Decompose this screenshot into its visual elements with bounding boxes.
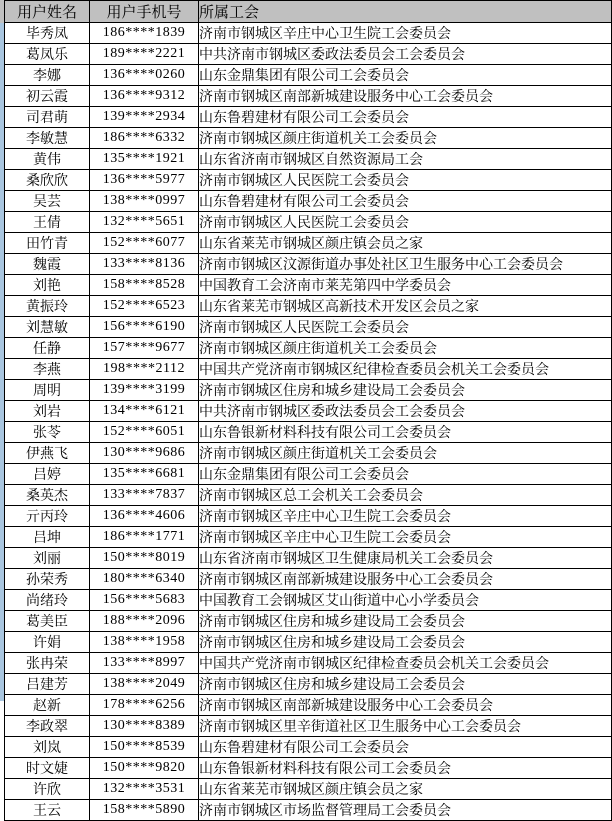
cell-user-phone[interactable]: 133****7837 xyxy=(90,485,199,506)
cell-union[interactable]: 山东省莱芜市钢城区颜庄镇会员之家 xyxy=(199,779,612,800)
table-row xyxy=(5,23,612,44)
table-row xyxy=(5,296,612,317)
cell-union[interactable]: 济南市钢城区里辛街道社区卫生服务中心工会委员会 xyxy=(199,716,612,737)
cell-user-phone[interactable]: 156****6190 xyxy=(90,317,199,338)
table-row xyxy=(5,107,612,128)
cell-union[interactable]: 济南市钢城区人民医院工会委员会 xyxy=(199,317,612,338)
cell-union[interactable]: 中国教育工会钢城区艾山街道中心小学委员会 xyxy=(199,590,612,611)
cell-union[interactable]: 济南市钢城区辛庄中心卫生院工会委员会 xyxy=(199,23,612,44)
cell-user-name[interactable]: 李敏慧 xyxy=(5,128,90,149)
cell-union[interactable]: 济南市钢城区住房和城乡建设局工会委员会 xyxy=(199,380,612,401)
cell-user-phone[interactable]: 139****3199 xyxy=(90,380,199,401)
column-header-union[interactable]: 所属工会 xyxy=(199,1,612,23)
cell-union[interactable]: 中国教育工会济南市莱芜第四中学委员会 xyxy=(199,275,612,296)
cell-user-name[interactable]: 吕坤 xyxy=(5,527,90,548)
cell-user-phone[interactable]: 136****5977 xyxy=(90,170,199,191)
cell-union[interactable]: 济南市钢城区辛庄中心卫生院工会委员会 xyxy=(199,527,612,548)
cell-user-name[interactable]: 魏霞 xyxy=(5,254,90,275)
table-row xyxy=(5,170,612,191)
cell-user-name[interactable]: 亓丙玲 xyxy=(5,506,90,527)
cell-union[interactable]: 济南市钢城区市场监督管理局工会委员会 xyxy=(199,800,612,821)
cell-user-phone[interactable]: 134****6121 xyxy=(90,401,199,422)
cell-user-name[interactable]: 王倩 xyxy=(5,212,90,233)
cell-user-name[interactable]: 刘慧敏 xyxy=(5,317,90,338)
cell-user-name[interactable]: 司君萌 xyxy=(5,107,90,128)
cell-user-phone[interactable]: 186****1839 xyxy=(90,23,199,44)
cell-user-name[interactable]: 孙荣秀 xyxy=(5,569,90,590)
table-row xyxy=(5,800,612,821)
cell-user-phone[interactable]: 150****9820 xyxy=(90,758,199,779)
cell-user-name[interactable]: 葛美臣 xyxy=(5,611,90,632)
cell-union[interactable]: 山东鲁碧建材有限公司工会委员会 xyxy=(199,107,612,128)
cell-union[interactable]: 山东鲁碧建材有限公司工会委员会 xyxy=(199,191,612,212)
cell-user-name[interactable]: 周明 xyxy=(5,380,90,401)
cell-user-name[interactable]: 初云霞 xyxy=(5,86,90,107)
table-row xyxy=(5,716,612,737)
table-row xyxy=(5,359,612,380)
cell-user-name[interactable]: 葛凤乐 xyxy=(5,44,90,65)
cell-user-phone[interactable]: 178****6256 xyxy=(90,695,199,716)
table-row xyxy=(5,779,612,800)
cell-user-name[interactable]: 桑欣欣 xyxy=(5,170,90,191)
cell-union[interactable]: 济南市钢城区人民医院工会委员会 xyxy=(199,170,612,191)
cell-user-phone[interactable]: 132****5651 xyxy=(90,212,199,233)
cell-union[interactable]: 山东鲁银新材料科技有限公司工会委员会 xyxy=(199,758,612,779)
table-row xyxy=(5,149,612,170)
cell-user-phone[interactable]: 198****2112 xyxy=(90,359,199,380)
cell-user-phone[interactable]: 152****6523 xyxy=(90,296,199,317)
cell-user-name[interactable]: 张冉荣 xyxy=(5,653,90,674)
cell-user-phone[interactable]: 136****9312 xyxy=(90,86,199,107)
cell-user-name[interactable]: 刘丽 xyxy=(5,548,90,569)
cell-user-name[interactable]: 桑英杰 xyxy=(5,485,90,506)
cell-union[interactable]: 济南市钢城区总工会机关工会委员会 xyxy=(199,485,612,506)
cell-user-phone[interactable]: 135****1921 xyxy=(90,149,199,170)
cell-union[interactable]: 山东省莱芜市钢城区颜庄镇会员之家 xyxy=(199,233,612,254)
cell-user-phone[interactable]: 156****5683 xyxy=(90,590,199,611)
cell-user-name[interactable]: 李政翠 xyxy=(5,716,90,737)
cell-user-name[interactable]: 张苓 xyxy=(5,422,90,443)
column-header-user-name[interactable]: 用户姓名 xyxy=(5,1,90,23)
table-row xyxy=(5,422,612,443)
cell-user-phone[interactable]: 186****1771 xyxy=(90,527,199,548)
cell-user-phone[interactable]: 189****2221 xyxy=(90,44,199,65)
table-row xyxy=(5,611,612,632)
cell-user-phone[interactable]: 188****2096 xyxy=(90,611,199,632)
cell-user-phone[interactable]: 133****8997 xyxy=(90,653,199,674)
table-row xyxy=(5,44,612,65)
cell-user-name[interactable]: 许娟 xyxy=(5,632,90,653)
cell-union[interactable]: 中共济南市钢城区委政法委员会工会委员会 xyxy=(199,44,612,65)
cell-union[interactable]: 山东省莱芜市钢城区高新技术开发区会员之家 xyxy=(199,296,612,317)
cell-user-phone[interactable]: 157****9677 xyxy=(90,338,199,359)
cell-user-phone[interactable]: 180****6340 xyxy=(90,569,199,590)
table-row xyxy=(5,653,612,674)
cell-union[interactable]: 山东鲁碧建材有限公司工会委员会 xyxy=(199,737,612,758)
table-row xyxy=(5,317,612,338)
cell-union[interactable]: 济南市钢城区辛庄中心卫生院工会委员会 xyxy=(199,506,612,527)
cell-user-phone[interactable]: 132****3531 xyxy=(90,779,199,800)
cell-union[interactable]: 济南市钢城区颜庄街道机关工会委员会 xyxy=(199,338,612,359)
cell-user-name[interactable]: 赵新 xyxy=(5,695,90,716)
table-row xyxy=(5,674,612,695)
table-row xyxy=(5,632,612,653)
table-row xyxy=(5,695,612,716)
cell-user-phone[interactable]: 133****8136 xyxy=(90,254,199,275)
table-row xyxy=(5,464,612,485)
table-row xyxy=(5,338,612,359)
table-row xyxy=(5,548,612,569)
cell-user-name[interactable]: 李娜 xyxy=(5,65,90,86)
cell-user-phone[interactable]: 186****6332 xyxy=(90,128,199,149)
cell-user-phone[interactable]: 138****2049 xyxy=(90,674,199,695)
cell-union[interactable]: 济南市钢城区颜庄街道机关工会委员会 xyxy=(199,443,612,464)
cell-user-name[interactable]: 黄伟 xyxy=(5,149,90,170)
cell-union[interactable]: 济南市钢城区颜庄街道机关工会委员会 xyxy=(199,128,612,149)
table-row xyxy=(5,254,612,275)
cell-user-name[interactable]: 许欣 xyxy=(5,779,90,800)
cell-user-name[interactable]: 刘岩 xyxy=(5,401,90,422)
cell-user-name[interactable]: 李燕 xyxy=(5,359,90,380)
cell-union[interactable]: 济南市钢城区南部新城建设服务中心工会委员会 xyxy=(199,86,612,107)
cell-union[interactable]: 济南市钢城区汶源街道办事处社区卫生服务中心工会委员会 xyxy=(199,254,612,275)
table-row xyxy=(5,233,612,254)
table-row xyxy=(5,737,612,758)
table-body xyxy=(5,23,612,821)
cell-union[interactable]: 山东金鼎集团有限公司工会委员会 xyxy=(199,65,612,86)
cell-user-phone[interactable]: 158****8528 xyxy=(90,275,199,296)
table-row xyxy=(5,569,612,590)
cell-user-name[interactable]: 尚绪玲 xyxy=(5,590,90,611)
cell-user-name[interactable]: 伊燕飞 xyxy=(5,443,90,464)
table-row xyxy=(5,380,612,401)
cell-user-phone[interactable]: 158****5890 xyxy=(90,800,199,821)
cell-union[interactable]: 济南市钢城区人民医院工会委员会 xyxy=(199,212,612,233)
cell-union[interactable]: 济南市钢城区住房和城乡建设局工会委员会 xyxy=(199,611,612,632)
cell-union[interactable]: 山东省济南市钢城区卫生健康局机关工会委员会 xyxy=(199,548,612,569)
cell-user-name[interactable]: 刘艳 xyxy=(5,275,90,296)
cell-user-phone[interactable]: 150****8019 xyxy=(90,548,199,569)
cell-union[interactable]: 中国共产党济南市钢城区纪律检查委员会机关工会委员会 xyxy=(199,653,612,674)
cell-user-name[interactable]: 黄振玲 xyxy=(5,296,90,317)
cell-user-phone[interactable]: 138****0997 xyxy=(90,191,199,212)
cell-user-phone[interactable]: 150****8539 xyxy=(90,737,199,758)
cell-user-phone[interactable]: 136****4606 xyxy=(90,506,199,527)
cell-user-name[interactable]: 任静 xyxy=(5,338,90,359)
cell-union[interactable]: 济南市钢城区南部新城建设服务中心工会委员会 xyxy=(199,695,612,716)
cell-union[interactable]: 济南市钢城区住房和城乡建设局工会委员会 xyxy=(199,674,612,695)
cell-union[interactable]: 山东金鼎集团有限公司工会委员会 xyxy=(199,464,612,485)
cell-user-phone[interactable]: 138****1958 xyxy=(90,632,199,653)
cell-user-phone[interactable]: 152****6051 xyxy=(90,422,199,443)
table-row xyxy=(5,65,612,86)
cell-union[interactable]: 济南市钢城区南部新城建设服务中心工会委员会 xyxy=(199,569,612,590)
cell-union[interactable]: 中共济南市钢城区委政法委员会工会委员会 xyxy=(199,401,612,422)
cell-user-name[interactable]: 刘岚 xyxy=(5,737,90,758)
cell-user-name[interactable]: 吕建芳 xyxy=(5,674,90,695)
table-row xyxy=(5,191,612,212)
table-row xyxy=(5,485,612,506)
cell-union[interactable]: 济南市钢城区住房和城乡建设局工会委员会 xyxy=(199,632,612,653)
cell-user-name[interactable]: 王云 xyxy=(5,800,90,821)
cell-user-phone[interactable]: 139****2934 xyxy=(90,107,199,128)
table-row xyxy=(5,590,612,611)
table-row xyxy=(5,758,612,779)
cell-user-phone[interactable]: 152****6077 xyxy=(90,233,199,254)
table-row xyxy=(5,128,612,149)
cell-user-phone[interactable]: 130****9686 xyxy=(90,443,199,464)
cell-user-phone[interactable]: 135****6681 xyxy=(90,464,199,485)
cell-user-name[interactable]: 吕婷 xyxy=(5,464,90,485)
cell-union[interactable]: 山东省济南市钢城区自然资源局工会 xyxy=(199,149,612,170)
cell-user-name[interactable]: 吴芸 xyxy=(5,191,90,212)
cell-user-name[interactable]: 毕秀凤 xyxy=(5,23,90,44)
table-row xyxy=(5,401,612,422)
table-row xyxy=(5,527,612,548)
table-row xyxy=(5,275,612,296)
cell-user-phone[interactable]: 136****0260 xyxy=(90,65,199,86)
user-union-table xyxy=(4,0,612,821)
cell-user-phone[interactable]: 130****8389 xyxy=(90,716,199,737)
table-row xyxy=(5,86,612,107)
table-row xyxy=(5,443,612,464)
header-row xyxy=(5,1,612,23)
column-header-user-phone[interactable]: 用户手机号 xyxy=(90,1,199,23)
cell-union[interactable]: 中国共产党济南市钢城区纪律检查委员会机关工会委员会 xyxy=(199,359,612,380)
table-row xyxy=(5,212,612,233)
cell-union[interactable]: 山东鲁银新材料科技有限公司工会委员会 xyxy=(199,422,612,443)
cell-user-name[interactable]: 时文婕 xyxy=(5,758,90,779)
cell-user-name[interactable]: 田竹青 xyxy=(5,233,90,254)
table-row xyxy=(5,506,612,527)
